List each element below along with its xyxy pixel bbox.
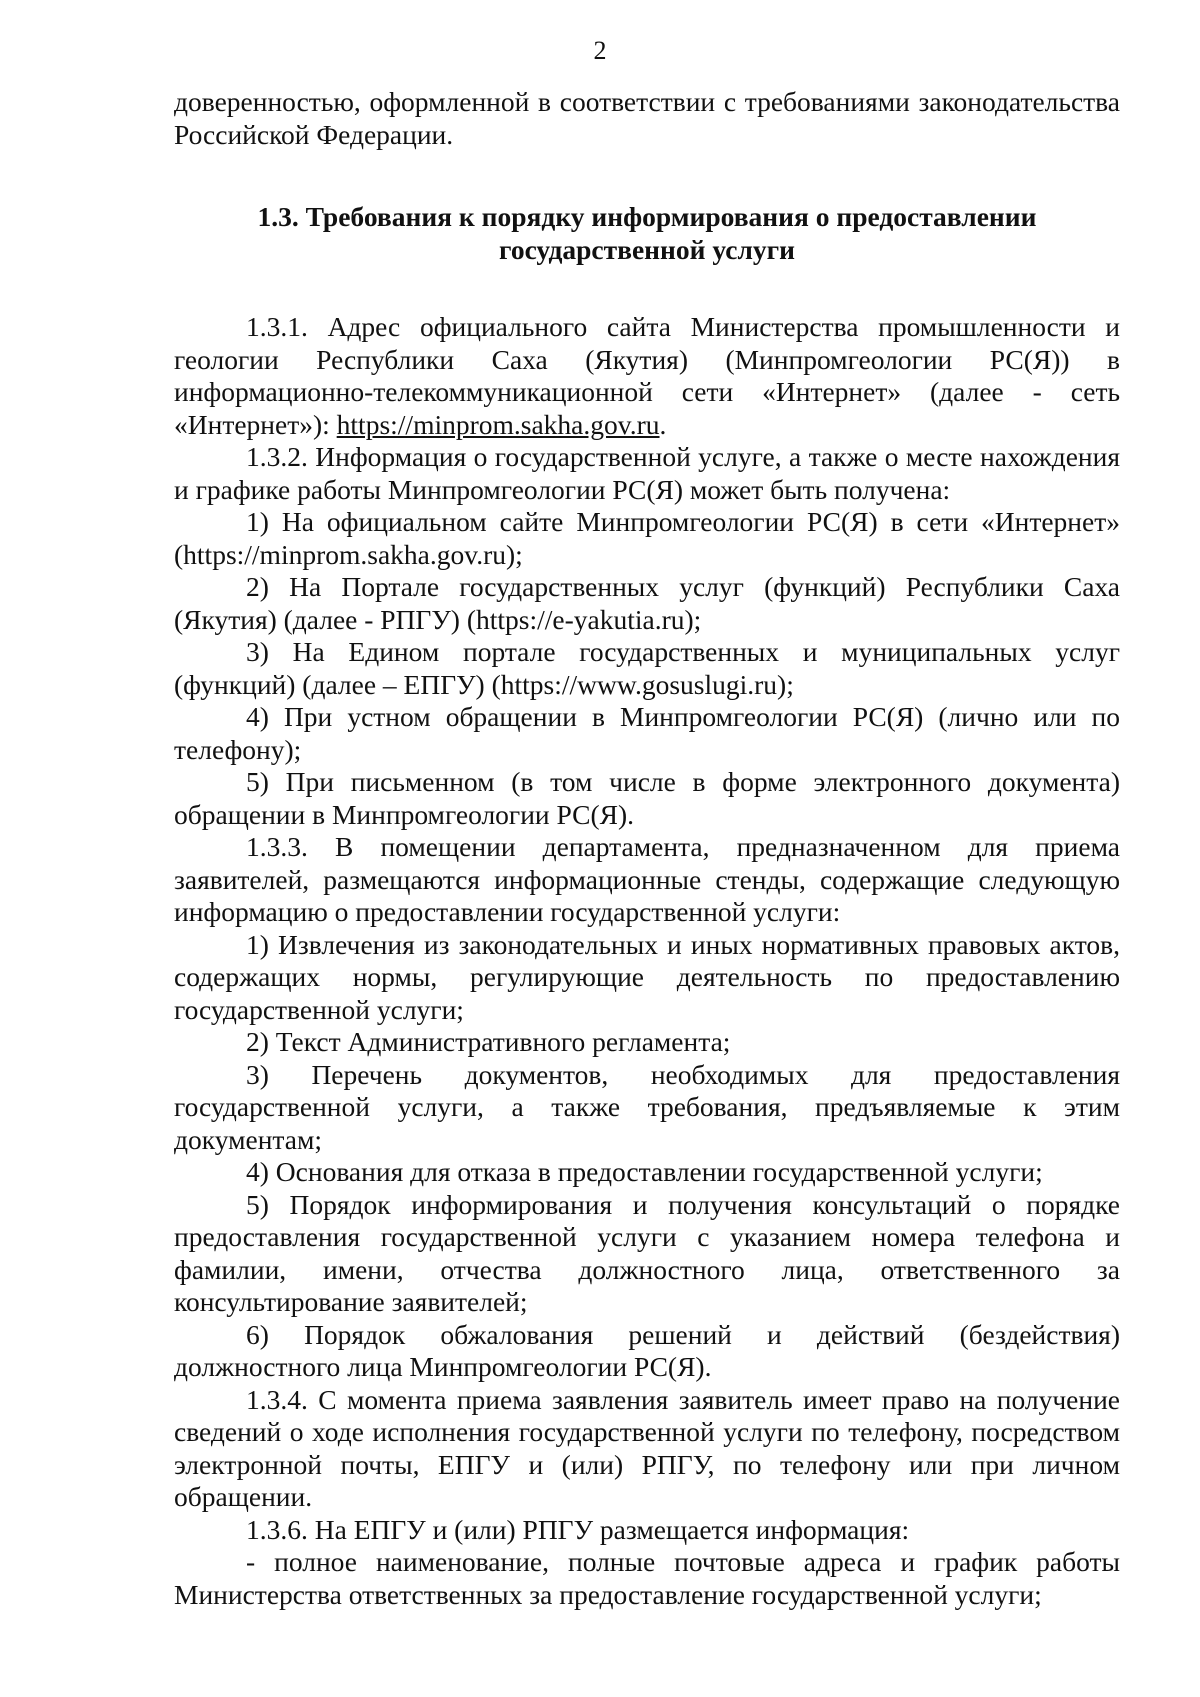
paragraph-1-3-4: 1.3.4. С момента приема заявления заявитель имеет право на получение сведений о ходе исполнения государственной услуги по телефону, посредством электронной почты, ЕПГУ и (или) РПГУ, по телефону или при личном обращении. xyxy=(174,1383,1120,1512)
list-item-1-3-6-1: - полное наименование, полные почтовые адреса и график работы Министерства ответственных за предоставление государственной услуги; xyxy=(174,1546,1120,1610)
official-site-link[interactable]: https://minprom.sakha.gov.ru xyxy=(336,408,660,440)
heading-line-1: 1.3. Требования к порядку информирования о предоставлении xyxy=(257,201,1037,232)
list-item-1-3-2-1: 1) На официальном сайте Минпромгеологии РС(Я) в сети «Интернет» (https://minprom.sakha.gov.ru); xyxy=(174,506,1120,570)
paragraph-1-3-3: 1.3.3. В помещении департамента, предназначенном для приема заявителей, размещаются информационные стенды, содержащие следующую информацию о предоставлении государственной услуги: xyxy=(174,831,1120,927)
paragraph-continuation: доверенностью, оформленной в соответствии с требованиями законодательства Российской Федерации. xyxy=(174,86,1120,150)
list-item-1-3-2-4: 4) При устном обращении в Минпромгеологии РС(Я) (лично или по телефону); xyxy=(174,701,1120,765)
list-item-1-3-3-2: 2) Текст Административного регламента; xyxy=(246,1026,731,1057)
list-item-1-3-2-5: 5) При письменном (в том числе в форме электронного документа) обращении в Минпромгеологии РС(Я). xyxy=(174,766,1120,830)
list-item-1-3-3-3: 3) Перечень документов, необходимых для предоставления государственной услуги, а также требования, предъявляемые к этим документам; xyxy=(174,1058,1120,1155)
section-heading xyxy=(174,200,1120,266)
paragraph-1-3-2: 1.3.2. Информация о государственной услуге, а также о месте нахождения и графике работы Минпромгеологии РС(Я) может быть получена: xyxy=(174,441,1120,505)
list-item-1-3-2-2: 2) На Портале государственных услуг (функций) Республики Саха (Якутия) (далее - РПГУ) (https://e-yakutia.ru); xyxy=(174,571,1120,635)
paragraph-1-3-1-text: 1.3.1. Адрес официального сайта Министерства промышленности и геологии Республики Саха (Якутия) (Минпромгеологии РС(Я)) в информационно-телекоммуникационной сети «Интернет» (далее - сеть «Интернет»): xyxy=(174,311,1120,440)
document-body xyxy=(174,86,1120,1611)
paragraph-1-3-6: 1.3.6. На ЕПГУ и (или) РПГУ размещается информация: xyxy=(246,1513,910,1545)
list-item-1-3-3-6: 6) Порядок обжалования решений и действий (бездействия) должностного лица Минпромгеологии РС(Я). xyxy=(174,1318,1120,1382)
page-number: 2 xyxy=(593,36,607,65)
paragraph-1-3-1-end: . xyxy=(659,408,667,440)
list-item-1-3-3-5: 5) Порядок информирования и получения консультаций о порядке предоставления государственной услуги с указанием номера телефона и фамилии, имени, отчества должностного лица, ответственного за консультирование заявителей; xyxy=(174,1188,1120,1317)
list-item-1-3-2-3: 3) На Едином портале государственных и муниципальных услуг (функций) (далее – ЕПГУ) (https://www.gosuslugi.ru); xyxy=(174,636,1120,700)
paragraph-1-3-1 xyxy=(174,311,1120,441)
list-item-1-3-3-4: 4) Основания для отказа в предоставлении государственной услуги; xyxy=(246,1156,1043,1187)
heading-line-2: государственной услуги xyxy=(499,234,795,265)
list-item-1-3-3-1: 1) Извлечения из законодательных и иных нормативных правовых актов, содержащих нормы, регулирующие деятельность по предоставлению государственной услуги; xyxy=(174,928,1120,1025)
